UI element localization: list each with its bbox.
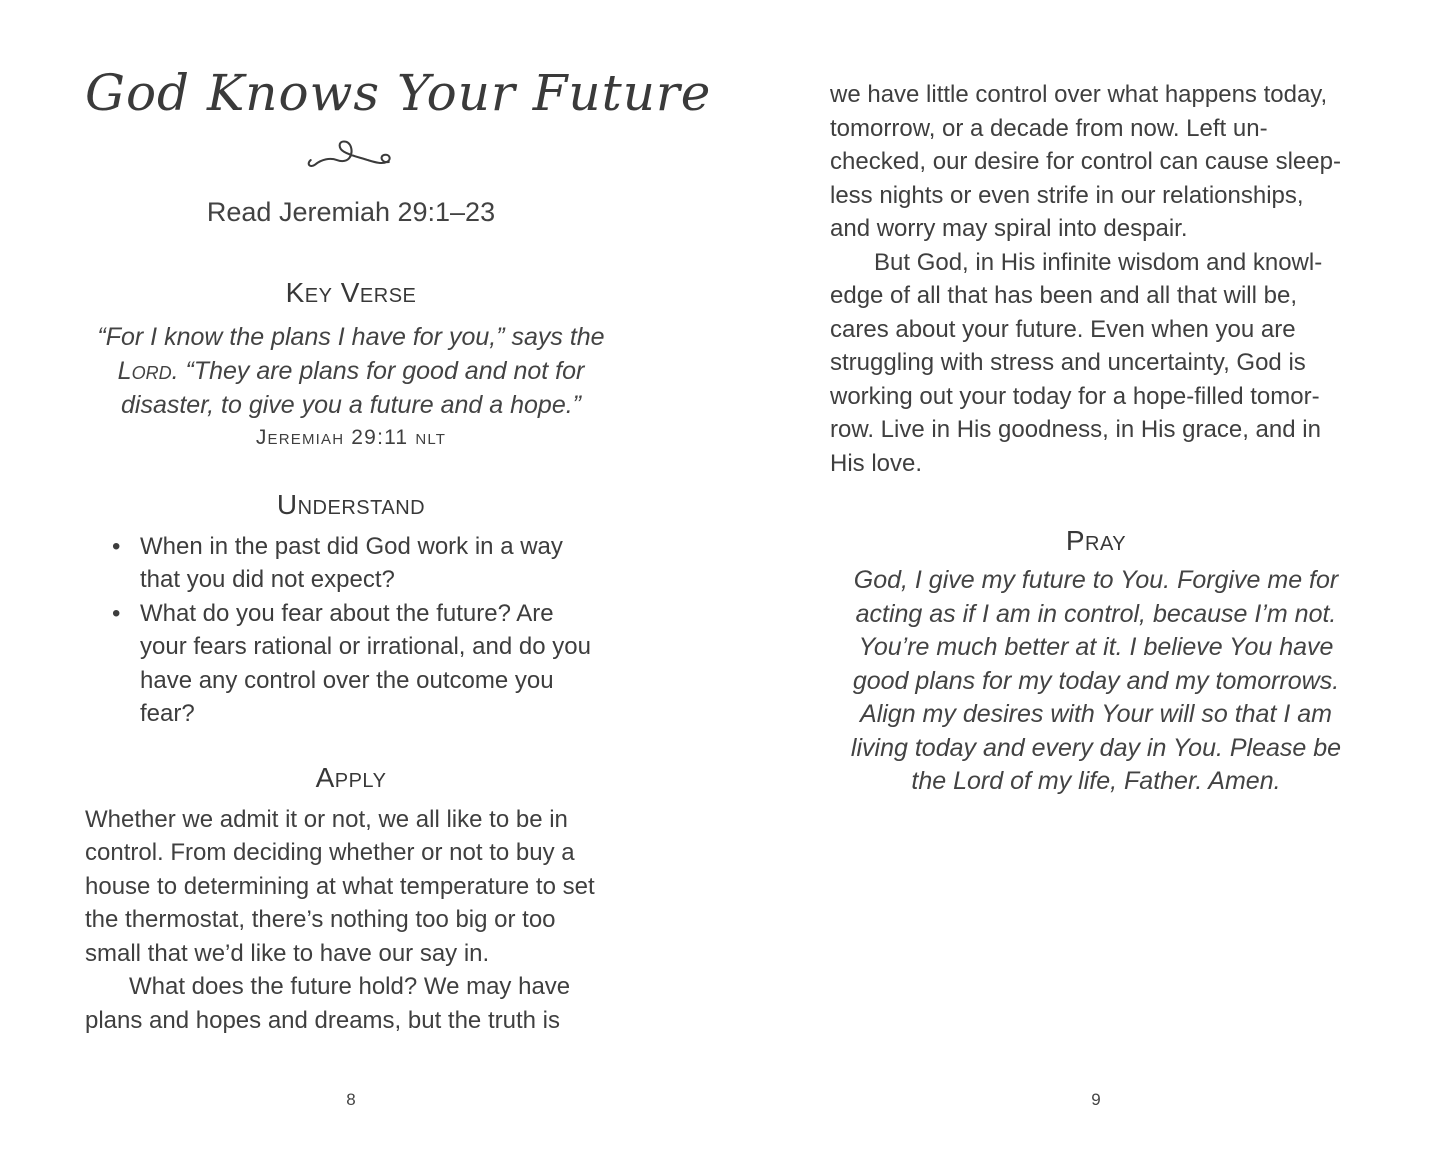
body-paragraph-2: But God, in His infinite wisdom and knowl- edge of all that has been and all that will be, cares about your future. Even when you are struggling with stress and uncertainty, God is working out your today for a hope-filled tomor- row. Live in His goodness, in His grace, and in His love.	[830, 248, 1323, 477]
verse-attribution: Jeremiah 29:11 nlt	[255, 425, 447, 449]
left-page	[85, 0, 712, 1164]
key-verse-heading: Key Verse	[285, 276, 417, 308]
page-number-left: 8	[346, 1090, 356, 1109]
prayer-text: God, I give my future to You. Forgive me for acting as if I am in control, because I’m not. You’re much better at it. I believe You have good plans for my today and my tomorrows. Align my desires with Your will so that I am living today and every day in You. Please be the Lord of my life, Father. Amen.	[850, 566, 1342, 795]
bullet-item: • What do you fear about the future? Are your fears rational or irrational, and do you have any control over the outcome you fear?	[140, 597, 617, 731]
bullet-item: • When in the past did God work in a way that you did not expect?	[140, 530, 617, 597]
understand-bullets	[85, 530, 617, 731]
body-paragraph-1: we have little control over what happens today, tomorrow, or a decade from now. Left un- checked, our desire for control can cause sleep- less nights or even strife in our relationships, and worry may spiral into despair.	[830, 81, 1341, 242]
flourish-ornament	[85, 130, 617, 181]
lord-smallcaps: Lord	[117, 356, 172, 385]
verse-line: Lord. “They are plans for good and not for	[117, 356, 585, 385]
apply-paragraph-2: What does the future hold? We may have plans and hopes and dreams, but the truth is	[85, 973, 571, 1034]
verse-line: “For I know the plans I have for you,” says the	[97, 322, 605, 351]
page-number-right: 9	[1091, 1090, 1101, 1109]
pray-heading: Pray	[1065, 525, 1127, 556]
page-title: God Knows Your Future	[85, 64, 712, 122]
understand-heading: Understand	[276, 488, 426, 520]
scripture-reading: Read Jeremiah 29:1–23	[206, 196, 496, 227]
apply-paragraph-1: Whether we admit it or not, we all like to be in control. From deciding whether or not to buy a house to determining at what temperature to set the thermostat, there’s nothing too big or too small that we’d like to have our say in.	[85, 805, 595, 967]
verse-line: disaster, to give you a future and a hope.”	[120, 390, 582, 419]
right-page	[830, 0, 1362, 1164]
apply-heading: Apply	[315, 761, 387, 793]
key-verse-text	[85, 320, 617, 422]
